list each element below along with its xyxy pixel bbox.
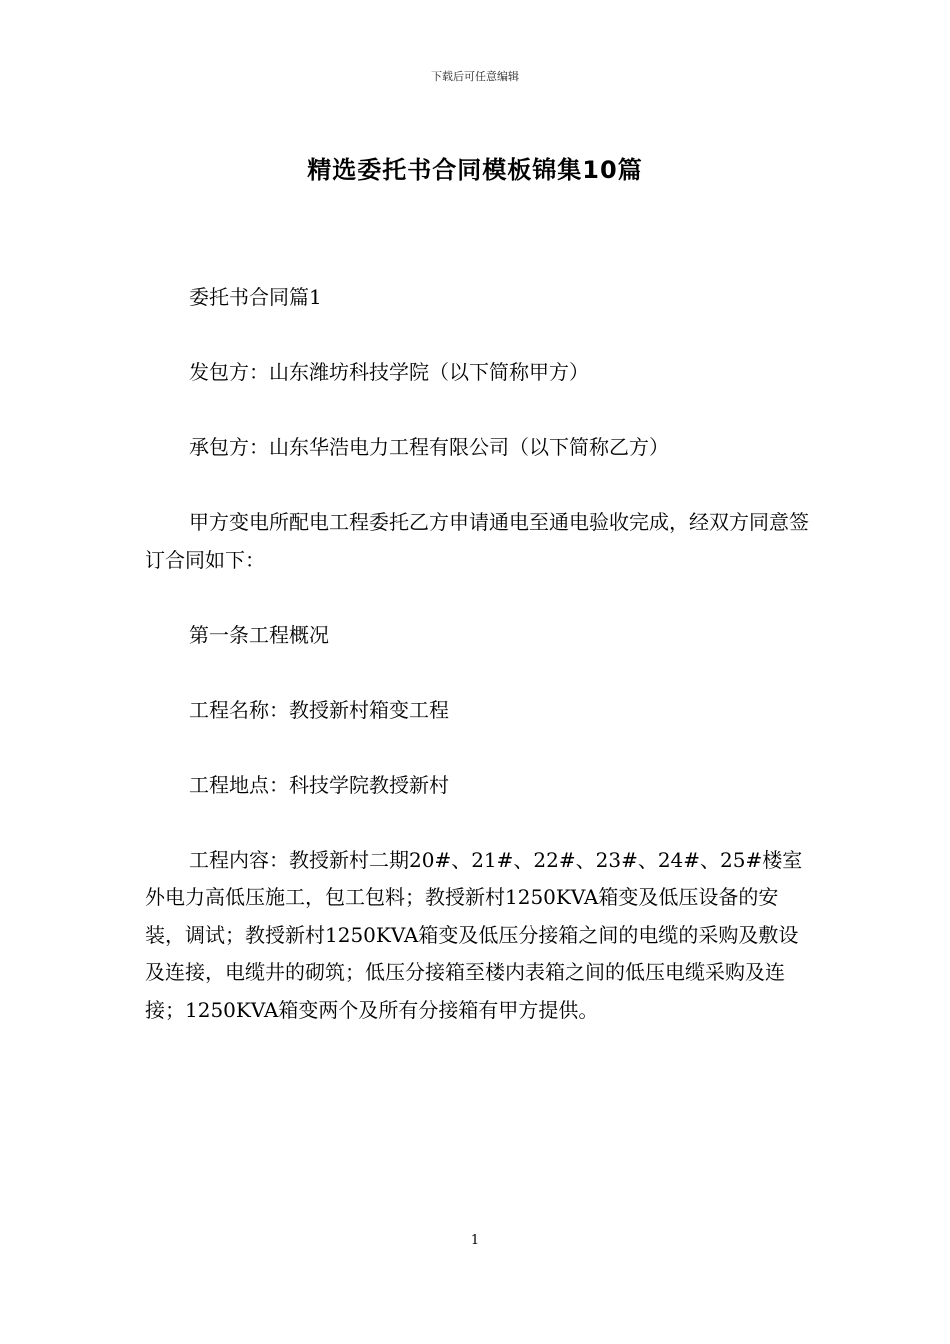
document-body (145, 279, 815, 1067)
paragraph-section-heading: 委托书合同篇1 (189, 285, 322, 309)
paragraph-project-location: 工程地点：科技学院教授新村 (189, 772, 449, 797)
paragraph-project-name: 工程名称：教授新村箱变工程 (189, 697, 449, 722)
page-number: 1 (470, 1233, 480, 1248)
paragraph-contractor: 承包方：山东华浩电力工程有限公司（以下简称乙方） (189, 435, 669, 459)
document-title: 精选委托书合同模板锦集10篇 (307, 156, 643, 184)
download-note: 下载后可任意编辑 (431, 70, 519, 83)
paragraph-agreement-intro: 甲方变电所配电工程委托乙方申请通电至通电验收完成，经双方同意签订合同如下： (145, 510, 809, 572)
paragraph-employer: 发包方：山东潍坊科技学院（以下简称甲方） (189, 360, 589, 384)
paragraph-article-one: 第一条工程概况 (189, 622, 329, 647)
paragraph-project-content: 工程内容：教授新村二期20#、21#、22#、23#、24#、25#楼室外电力高低压施工，包工包料；教授新村1250KVA箱变及低压设备的安装，调试；教授新村1250KVA箱变及低压分接箱之间的电缆的采购及敷设及连接，电缆井的砌筑；低压分接箱至楼内表箱之间的低压电缆采购及连接；1250KVA箱变两个及所有分接箱有甲方提供。 (145, 847, 803, 1022)
